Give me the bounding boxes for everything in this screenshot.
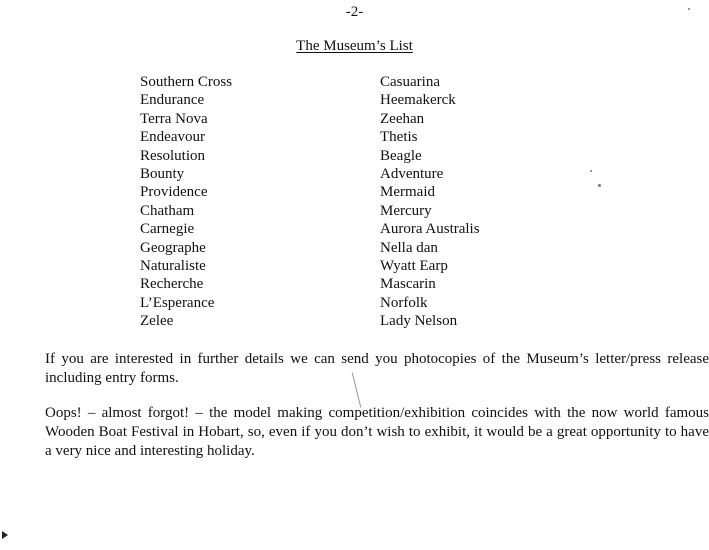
list-title bbox=[0, 36, 709, 56]
list-item: Mascarin bbox=[380, 276, 436, 293]
list-item: Aurora Australis bbox=[380, 221, 480, 238]
festival-paragraph: Oops! – almost forgot! – the model making competition/exhibition coincides with the now world famous Wooden Boat Festival in Hobart, so, even if you don’t wish to exhibit, it would be a great opportunity to have a very nice and interesting holiday. bbox=[45, 405, 709, 459]
scan-speck bbox=[598, 184, 601, 187]
page-number: -2- bbox=[345, 4, 364, 20]
list-item: Geographe bbox=[140, 239, 206, 256]
museum-list-left-column bbox=[140, 73, 232, 331]
list-item: Heemakerck bbox=[380, 92, 456, 109]
list-item: Endeavour bbox=[140, 129, 205, 146]
list-item: Providence bbox=[140, 184, 208, 201]
list-item: Mercury bbox=[380, 202, 432, 219]
list-item: L’Esperance bbox=[140, 294, 215, 311]
list-item: Adventure bbox=[380, 166, 444, 183]
museum-list-right-column bbox=[380, 73, 480, 331]
list-item: Chatham bbox=[140, 202, 195, 219]
scan-speck bbox=[590, 170, 592, 172]
list-item: Recherche bbox=[140, 276, 204, 293]
list-item: Endurance bbox=[140, 92, 205, 109]
list-item: Casuarina bbox=[380, 74, 440, 90]
list-item: Beagle bbox=[380, 147, 422, 164]
list-item: Terra Nova bbox=[140, 110, 208, 127]
list-item: Lady Nelson bbox=[380, 313, 458, 330]
list-item: Zeehan bbox=[380, 110, 425, 127]
list-item: Resolution bbox=[140, 147, 206, 164]
list-item: Nella dan bbox=[380, 239, 438, 256]
list-item: Zelee bbox=[140, 313, 174, 330]
list-item: Bounty bbox=[140, 166, 185, 183]
corner-marker-icon bbox=[2, 531, 8, 539]
list-item: Mermaid bbox=[380, 184, 435, 201]
list-item: Naturaliste bbox=[140, 258, 206, 275]
list-item: Carnegie bbox=[140, 221, 195, 238]
list-item: Southern Cross bbox=[140, 74, 233, 90]
scan-speck bbox=[688, 8, 690, 10]
list-title-text: The Museum’s List bbox=[296, 38, 413, 54]
list-item: Wyatt Earp bbox=[380, 258, 448, 275]
list-item: Thetis bbox=[380, 129, 418, 146]
list-item: Norfolk bbox=[380, 294, 428, 311]
details-paragraph: If you are interested in further details we can send you photocopies of the Museum’s letter/press release including entry forms. bbox=[45, 351, 709, 386]
